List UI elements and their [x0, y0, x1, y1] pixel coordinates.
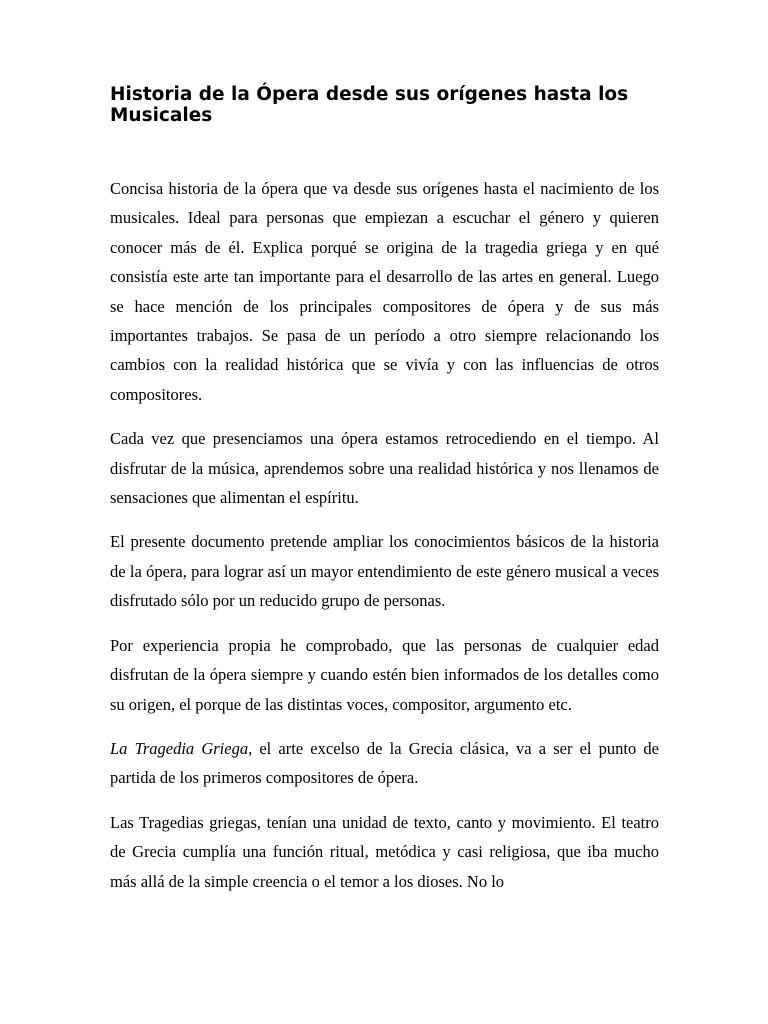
- paragraph-presente-documento: El presente documento pretende ampliar los conocimientos básicos de la historia de la ópera, para lograr así un mayor entendimiento de este género musical a veces disfrutado sólo por un reducido grupo de personas.: [110, 532, 659, 611]
- paragraph-tragedias-griegas: Las Tragedias griegas, tenían una unidad de texto, canto y movimiento. El teatro de Grecia cumplía una función ritual, metódica y casi religiosa, que iba mucho más allá de la simple creencia o el temor a los dioses. No lo: [110, 812, 659, 891]
- tragedia-griega-text: , el arte excelso de la Grecia clásica, va a ser el punto de partida de los primeros compositores de ópera.: [110, 738, 659, 788]
- paragraph-tragedia-griega: [110, 734, 659, 793]
- document-title: Historia de la Ópera desde sus orígenes hasta los Musicales: [110, 84, 629, 126]
- document-body: [110, 174, 659, 911]
- paragraph-experiencia: Por experiencia propia he comprobado, que las personas de cualquier edad disfrutan de la ópera siempre y cuando estén bien informados de los detalles como su origen, el porque de las distintas voces, compositor, argumento etc.: [110, 635, 659, 714]
- paragraph-cada-vez: Cada vez que presenciamos una ópera estamos retrocediendo en el tiempo. Al disfrutar de la música, aprendemos sobre una realidad histórica y nos llenamos de sensaciones que alimentan el espíritu.: [110, 429, 659, 508]
- paragraph-intro: Concisa historia de la ópera que va desde sus orígenes hasta el nacimiento de los musicales. Ideal para personas que empiezan a escuchar el género y quieren conocer más de él. Explica porqué se origina de la tragedia griega y en qué consistía este arte tan importante para el desarrollo de las artes en general. Luego se hace mención de los principales compositores de ópera y de sus más importantes trabajos. Se pasa de un período a otro siempre relacionando los cambios con la realidad histórica que se vivía y con las influencias de otros compositores.: [110, 179, 659, 404]
- tragedia-griega-emphasis: La Tragedia Griega: [110, 738, 249, 758]
